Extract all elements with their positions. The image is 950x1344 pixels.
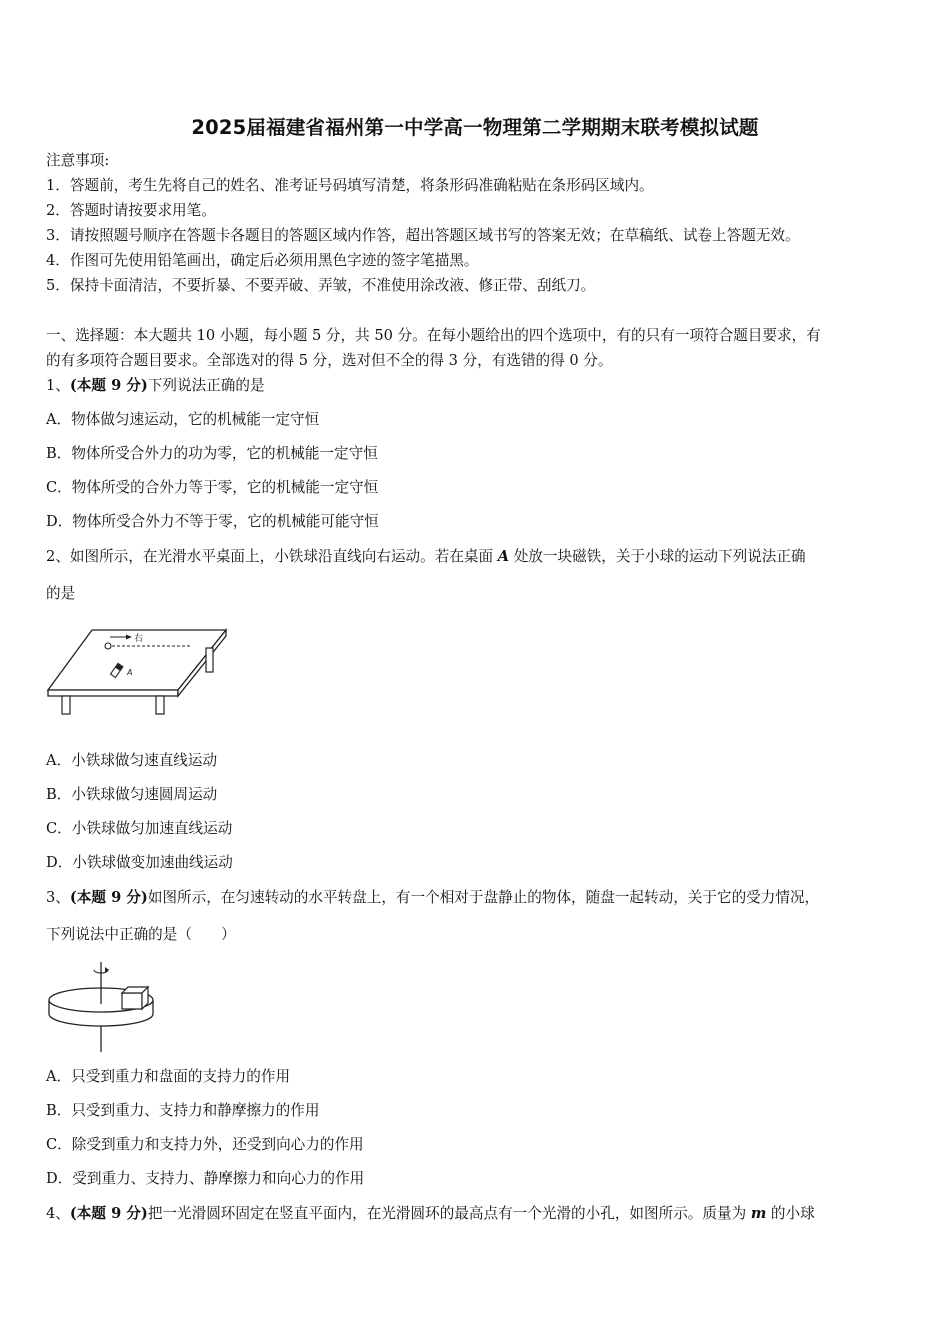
mass-symbol: m xyxy=(750,1205,767,1222)
question-number: 1、 xyxy=(46,377,70,394)
question-text: 处放一块磁铁，关于小球的运动下列说法正确 xyxy=(509,548,806,565)
option-c: C．除受到重力和支持力外，还受到向心力的作用 xyxy=(46,1136,364,1153)
option-d: D．物体所受合外力不等于零，它的机械能可能守恒 xyxy=(46,513,379,530)
question-text: 把一光滑圆环固定在竖直平面内，在光滑圆环的最高点有一个光滑的小孔，如图所示。质量为 xyxy=(147,1205,751,1222)
option-d: D．小铁球做变加速曲线运动 xyxy=(46,854,233,871)
notice-item: 2．答题时请按要求用笔。 xyxy=(46,202,216,219)
arrow-label: 右 xyxy=(134,634,144,644)
option-b: B．小铁球做匀速圆周运动 xyxy=(46,786,218,803)
section-heading-line: 的有多项符合题目要求。全部选对的得 5 分，选对但不全的得 3 分，有选错的得 0 分。 xyxy=(46,352,613,369)
iron-ball xyxy=(105,643,111,649)
option-a: A．小铁球做匀速直线运动 xyxy=(46,752,218,769)
table-leg xyxy=(62,696,70,714)
option-b: B．只受到重力、支持力和静摩擦力的作用 xyxy=(46,1102,320,1119)
notice-heading: 注意事项: xyxy=(46,152,110,169)
notice-item: 1．答题前，考生先将自己的姓名、准考证号码填写清楚，将条形码准确粘贴在条形码区域内。 xyxy=(46,177,654,194)
point-label: A xyxy=(497,548,510,565)
question-4-stem xyxy=(46,1204,815,1224)
question-text: 的小球 xyxy=(766,1205,815,1222)
option-a: A．物体做匀速运动，它的机械能一定守恒 xyxy=(46,411,320,428)
table-leg xyxy=(156,696,164,714)
block-front xyxy=(122,993,142,1009)
question-score-tag: (本题 9 分) xyxy=(69,1205,148,1222)
section-heading-line: 一、选择题：本大题共 10 小题，每小题 5 分，共 50 分。在每小题给出的四个选项中，有的只有一项符合题目要求，有 xyxy=(46,327,821,344)
question-1-stem xyxy=(46,376,265,396)
question-score-tag: (本题 9 分) xyxy=(69,889,148,906)
table-leg xyxy=(206,648,213,672)
table-figure xyxy=(46,624,236,720)
option-d: D．受到重力、支持力、静摩擦力和向心力的作用 xyxy=(46,1170,365,1187)
notice-item: 5．保持卡面清洁，不要折暴、不要弄破、弄皱，不准使用涂改液、修正带、刮纸刀。 xyxy=(46,277,596,294)
question-number: 3、 xyxy=(46,889,70,906)
question-score-tag: (本题 9 分) xyxy=(69,377,148,394)
page-title: 2025届福建省福州第一中学高一物理第二学期期末联考模拟试题 xyxy=(191,116,759,139)
option-c: C．物体所受的合外力等于零，它的机械能一定守恒 xyxy=(46,479,379,496)
notice-item: 4．作图可先使用铅笔画出，确定后必须用黑色字迹的签字笔描黑。 xyxy=(46,252,479,269)
notice-item: 3．请按照题号顺序在答题卡各题目的答题区域内作答，超出答题区域书写的答案无效；在草稿纸、试卷上答题无效。 xyxy=(46,227,800,244)
option-a: A．只受到重力和盘面的支持力的作用 xyxy=(46,1068,291,1085)
magnet-label: A xyxy=(127,668,133,677)
question-text: 下列说法正确的是 xyxy=(147,377,265,394)
question-2-stem xyxy=(46,547,806,567)
table-edge xyxy=(48,690,178,696)
turntable-figure xyxy=(46,960,161,1056)
question-2-stem-cont: 的是 xyxy=(46,585,76,602)
question-3-stem-cont: 下列说法中正确的是（ ） xyxy=(46,926,236,943)
question-3-stem xyxy=(46,888,819,908)
question-text: 2、如图所示，在光滑水平桌面上，小铁球沿直线向右运动。若在桌面 xyxy=(46,548,498,565)
option-c: C．小铁球做匀加速直线运动 xyxy=(46,820,233,837)
option-b: B．物体所受合外力的功为零，它的机械能一定守恒 xyxy=(46,445,378,462)
question-number: 4、 xyxy=(46,1205,70,1222)
question-text: 如图所示，在匀速转动的水平转盘上，有一个相对于盘静止的物体，随盘一起转动，关于它的受力情况， xyxy=(147,889,820,906)
